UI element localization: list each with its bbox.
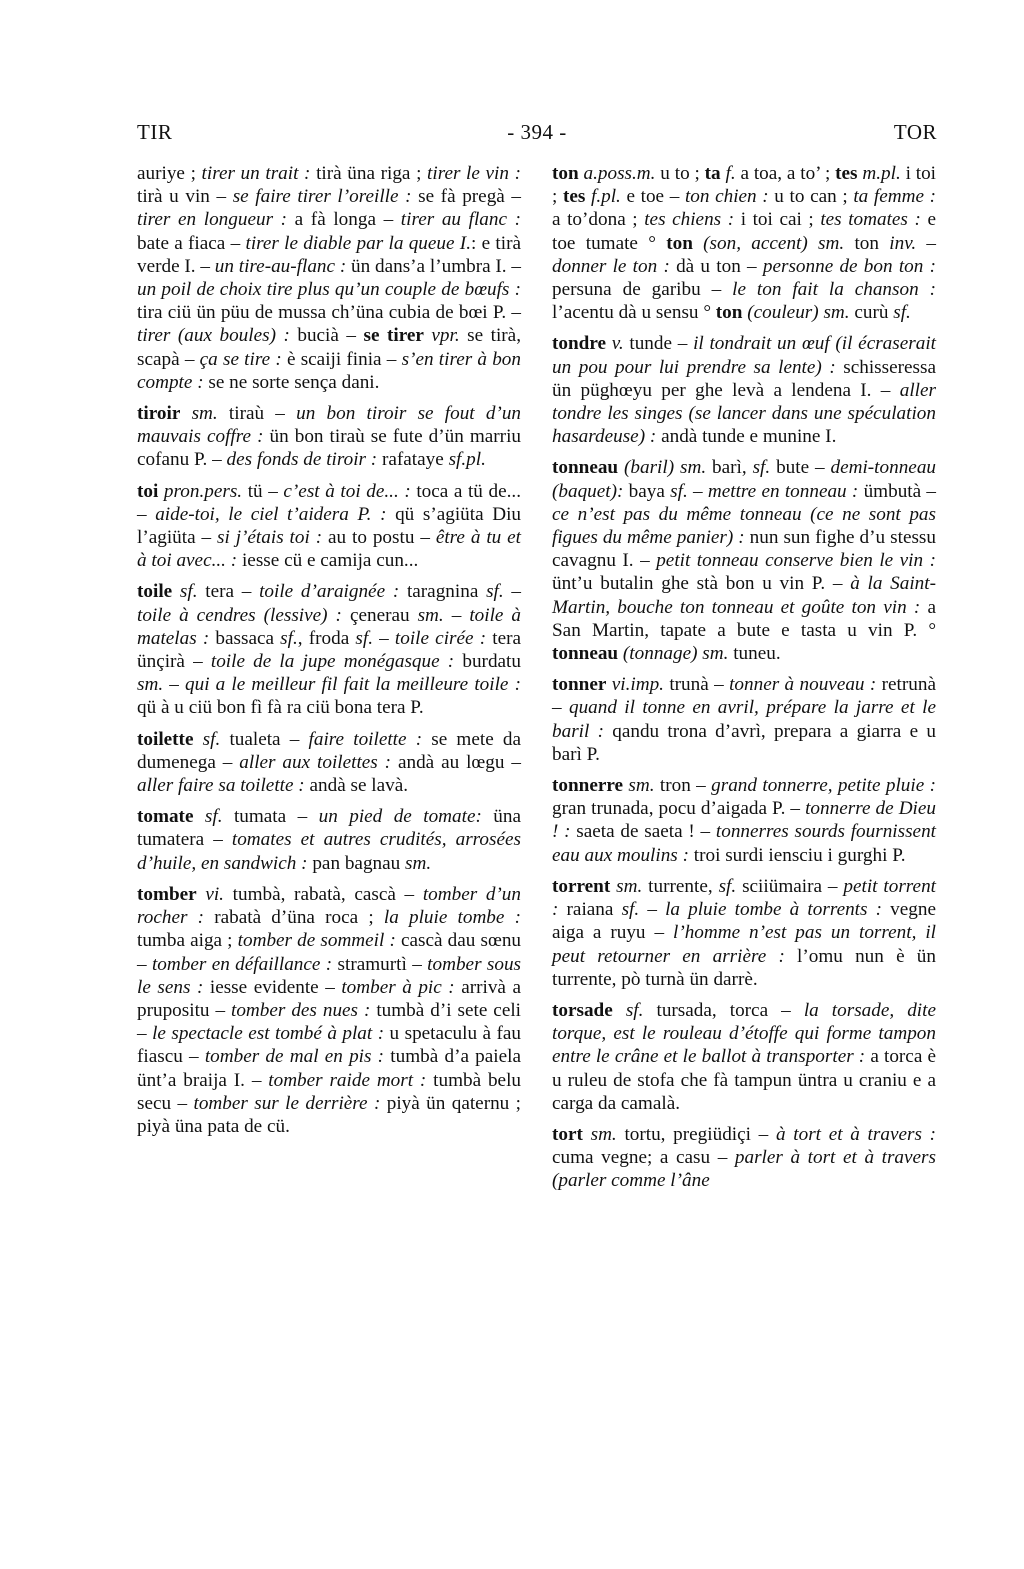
italic-text: tonnerre de Dieu ! : (552, 798, 936, 843)
italic-text: qui a le meilleur fil fait la meilleure toile : (185, 674, 521, 696)
headword: tes (562, 186, 586, 208)
entry-text: – (163, 674, 186, 696)
entry-text: qü à u ciü bon fì fà ra ciü bona tera P. (137, 697, 424, 719)
entry-text: bute – (770, 457, 831, 479)
italic-text: grand tonnerre, petite pluie : (711, 775, 936, 797)
italic-text: mettre en tonneau : (707, 480, 859, 502)
italic-text: tirer le diable par la queue I. (245, 232, 471, 254)
entry-text: se fà pregà – (411, 186, 521, 208)
italic-text: tirer le vin : (427, 163, 521, 184)
running-header (137, 120, 937, 150)
italic-text: aller faire sa toilette : (137, 775, 305, 797)
entry-text: tumbà d’i sete celi – (137, 999, 521, 1045)
entry-text: andà se lavà. (304, 775, 409, 797)
italic-text: sf. (486, 581, 504, 603)
entry-text: u spetaculu à fau fiascu – (137, 1023, 521, 1068)
headword: toi (137, 480, 159, 502)
italic-text: aller tondre les singes (se lancer dans une spéculation hasardeuse) : (552, 379, 936, 448)
entry-text: andà au lœgu – (391, 751, 521, 773)
entry-text: rafataye (377, 449, 449, 471)
page-number: - 394 - (507, 120, 567, 144)
italic-text: aller aux toilettes : (239, 751, 392, 773)
entry-text: taragnina (399, 581, 487, 603)
headword: tonner (552, 674, 607, 696)
dictionary-entry-ton (552, 162, 936, 324)
entry-text: l’acentu dà u sensu ° (552, 302, 716, 324)
italic-text: tomber d’un rocher : (137, 883, 521, 929)
italic-text: des fonds de tiroir : (226, 449, 378, 471)
italic-text: donner le ton : (552, 255, 670, 277)
italic-text: ta femme : (853, 186, 936, 208)
entry-text: retrunà – (552, 674, 936, 719)
dictionary-entry-torrent (552, 875, 936, 991)
entry-text: tumata – (222, 806, 319, 828)
italic-text: tirer en longueur : (137, 209, 288, 231)
entry-text (172, 581, 180, 602)
italic-text: toile de la jupe monégasque : (210, 651, 455, 673)
dictionary-entry-tonneau (552, 456, 936, 665)
entry-text: e toe – (620, 186, 685, 208)
dictionary-entry-toile (137, 580, 521, 719)
entry-text: qandu trona d’avrì, prepara a giarra e u barì P. (552, 720, 936, 765)
dictionary-entry-tonner (552, 673, 936, 766)
entry-text: se ne sorte sença dani. (203, 371, 380, 393)
entry-text (583, 1124, 591, 1145)
entry-text: – (639, 899, 666, 921)
dictionary-entry-tort (552, 1123, 936, 1193)
entry-text: bassaca (209, 627, 281, 649)
entry-text: üna tumatera – (137, 806, 521, 851)
entry-text: tualeta – (220, 728, 309, 750)
entry-text: cascà dau sœnu – (137, 930, 522, 975)
entry-text: u to ; (655, 163, 705, 184)
italic-text: toile à cendres (lessive) : (137, 604, 342, 626)
left-column (137, 162, 521, 1146)
headword: torsade (552, 999, 613, 1021)
italic-text: le spectacle est tombé à plat : (152, 1023, 385, 1045)
entry-text: tumba aiga ; (137, 930, 238, 952)
italic-text: le ton fait la chanson : (732, 279, 936, 301)
entry-text: bate a fiaca – (137, 232, 246, 254)
entry-text: ümbutà – (858, 480, 936, 502)
italic-text: sm. (590, 1123, 617, 1145)
entry-text (193, 806, 204, 827)
italic-text: petit tonneau conserve bien le vin : (656, 550, 936, 572)
right-column (552, 162, 936, 1201)
header-first-word: TIR (137, 120, 173, 144)
entry-text (693, 233, 703, 254)
entry-text: baya (623, 480, 671, 502)
entry-text: burdatu (454, 651, 521, 673)
entry-text: persuna de garibu – (552, 279, 733, 301)
entry-text: pan bagnau (307, 852, 406, 874)
italic-text: tes tomates : (820, 209, 921, 231)
italic-text: f.pl. (590, 186, 621, 208)
entry-text: ün dans’a l’umbra I. – (346, 255, 521, 277)
italic-text: inv. (889, 232, 917, 254)
headword: tes (835, 163, 858, 184)
italic-text: tes chiens : (644, 209, 735, 231)
italic-text: être à tu et à toi avec... : (137, 527, 521, 572)
entry-text: ünt’u butalin ghe stà bon u vin P. – (552, 573, 851, 595)
entry-text: ton (844, 232, 890, 254)
entry-text: – (916, 232, 937, 254)
italic-text: la pluie tombe : (383, 907, 521, 929)
entry-text: e toe tumate ° (552, 209, 936, 254)
entry-text: tü – (242, 480, 284, 502)
entry-text: iesse cü e camija cun... (237, 550, 419, 572)
headword: tonnerre (552, 775, 624, 797)
italic-text: sm. (191, 403, 218, 425)
entry-text: tron – (654, 775, 712, 797)
headword: toilette (137, 728, 194, 750)
italic-text: tomber sous le sens : (137, 953, 522, 998)
italic-text: à tort et à travers : (775, 1123, 937, 1145)
entry-text: piyà ün qaternu ; piyà üna pata de cü. (137, 1092, 522, 1137)
entry-text: sciiümaira – (736, 875, 844, 897)
italic-text: pron.pers. (163, 480, 243, 502)
italic-text: sf. (621, 899, 640, 921)
entry-text: tortu, pregiüdiçi – (616, 1123, 776, 1145)
italic-text: vi. (205, 883, 224, 905)
headword: toile (137, 581, 173, 603)
italic-text: sf. (179, 581, 198, 603)
entry-text: trunà – (663, 674, 730, 696)
italic-text: tonnerres sourds fournissent eau aux moulins : (552, 821, 936, 866)
entry-text: saeta de saeta ! – (570, 821, 716, 843)
headword: ton (552, 163, 579, 184)
italic-text: si j’étais toi : (217, 527, 323, 549)
entry-text: rabatà d’üna roca ; (204, 907, 384, 929)
italic-text: petit torrent : (552, 875, 937, 921)
entry-text: – (687, 480, 708, 502)
entry-text (180, 403, 191, 424)
entry-text: toca a tü de... – (137, 480, 521, 525)
headword: ton (666, 232, 693, 254)
italic-text: sf. (670, 480, 688, 502)
dictionary-entry-tomate (137, 805, 521, 875)
entry-text: schisseressa ün püghœyu per ghe levà a lendena I. – (552, 356, 936, 401)
header-last-word: TOR (893, 120, 937, 144)
entry-text: tumbà belu secu – (137, 1069, 521, 1114)
italic-text: tomber des nues : (231, 999, 371, 1021)
italic-text: aide-toi, le ciel t’aidera P. : (155, 503, 387, 525)
italic-text: sf. (625, 999, 644, 1021)
italic-text: à la Saint-Martin, bouche ton tonneau et goûte ton vin : (552, 573, 936, 618)
italic-text: tomber sur le derrière : (193, 1092, 381, 1114)
italic-text: faire toilette : (308, 728, 423, 750)
entry-text: tumbà d’a paiela ünt’a braija I. – (137, 1046, 521, 1091)
italic-text: un bon tiroir se fout d’un mauvais coffre : (137, 403, 522, 448)
italic-text: m.pl. (862, 163, 901, 184)
entry-text: i toi cai ; (734, 209, 821, 231)
italic-text: tirer un trait : (201, 163, 311, 184)
entry-text: gran trunada, pocu d’aigada P. – (552, 798, 806, 820)
headword: torrent (552, 875, 611, 897)
entry-text: : e tirà verde I. – (137, 232, 521, 277)
italic-text: toile d’araignée : (259, 581, 400, 603)
entry-text: turrente, (642, 875, 719, 897)
italic-text: quand il tonne en avril, prépare la jarre et le baril : (552, 697, 936, 742)
entry-text: tunde – (623, 333, 694, 355)
italic-text: sm. (137, 674, 164, 696)
italic-text: tirer au flanc : (400, 209, 521, 231)
italic-text: vpr. (431, 325, 460, 347)
italic-text: sm. (417, 604, 444, 626)
entry-text: a torca è u ruleu de stofa che fà tampun üntra u craniu e a carga da camalà. (552, 1046, 936, 1114)
headword: tiroir (137, 403, 181, 425)
italic-text: parler à tort et à travers (parler comme l’âne (552, 1147, 936, 1192)
dictionary-entry-tirer-cont (137, 162, 521, 394)
entry-text: tirà u vin – (137, 186, 233, 208)
entry-text: stramurtì – (332, 953, 428, 975)
italic-text: tomber à pic : (341, 976, 455, 998)
entry-text: tirà üna riga ; (310, 163, 428, 184)
entry-text: qü s’agiüta Diu l’agiüta – (137, 503, 521, 549)
italic-text: la torsade, dite torque, est le rouleau d’étoffe qui forme tampon entre le crâne et le ballot à transporter : (552, 999, 936, 1068)
italic-text: ce n’est pas du même tonneau (ce ne sont pas figues du même panier) : (552, 503, 936, 549)
italic-text: tomber de sommeil : (237, 930, 396, 952)
italic-text: tirer (aux boules) : (137, 325, 290, 347)
italic-text: sm. (628, 775, 655, 797)
italic-text: (tonnage) sm. (622, 643, 729, 665)
italic-text: sf. (355, 627, 373, 649)
italic-text: sm. (616, 875, 643, 897)
italic-text: a.poss.m. (583, 163, 656, 184)
entry-text: a toa, a to’ ; (735, 163, 836, 184)
dictionary-entry-toilette (137, 728, 521, 798)
dictionary-entry-tonnerre (552, 774, 936, 867)
headword: se tirer (363, 325, 424, 347)
italic-text: v. (611, 333, 624, 355)
italic-text: tonner à nouveau : (729, 674, 877, 696)
entry-text: , froda (297, 627, 356, 649)
italic-text: la pluie tombe à torrents : (665, 899, 883, 921)
dictionary-entry-toi (137, 480, 521, 573)
dictionary-entry-tiroir (137, 402, 521, 472)
italic-text: sf. (718, 875, 737, 897)
entry-text: vegne aiga a ruyu – (552, 899, 936, 944)
entry-text: raiana (558, 899, 622, 921)
entry-text: andà tunde e munine I. (656, 426, 837, 448)
italic-text: personne de bon ton : (762, 255, 936, 277)
entry-text: tiraù – (217, 403, 297, 425)
entry-text: tera ünçirà – (137, 627, 522, 673)
italic-text: l’homme n’est pas un torrent, il peut retourner en arrière : (552, 922, 936, 967)
italic-text: un poil de choix tire plus qu’un couple de bœufs : (137, 279, 521, 301)
entry-text: tira ciü ün püu de mussa ch’üna cubia de bœi P. – (137, 302, 521, 324)
headword: ton (715, 302, 743, 324)
entry-text: a San Martin, tapate a bute e tasta u vin P. ° (552, 596, 936, 641)
dictionary-entry-torsade (552, 999, 936, 1115)
italic-text: f. (725, 163, 736, 184)
entry-text: se mete da dumenega – (137, 728, 522, 773)
italic-text: vi.imp. (611, 674, 664, 696)
entry-text: – (373, 627, 395, 649)
entry-text: a to’dona ; (552, 209, 645, 231)
entry-text: barì, (706, 457, 753, 479)
entry-text: tumbà, rabatà, cascà – (223, 883, 423, 905)
italic-text: un tire-au-flanc : (214, 255, 347, 277)
italic-text: s’en tirer à bon compte : (137, 348, 521, 393)
entry-text: l’omu nun è ün turrente, pò turnà ün darrè. (552, 945, 936, 990)
entry-text (613, 1000, 626, 1021)
entry-text: – (443, 604, 470, 626)
headword: ta (704, 163, 721, 184)
entry-text: arrivà a prupositu – (137, 976, 521, 1021)
italic-text: sf. (202, 728, 221, 750)
headword: tonneau (552, 457, 619, 479)
italic-text: demi-tonneau (baquet): (552, 457, 937, 502)
italic-text: un pied de tomate: (318, 806, 482, 828)
entry-text: a fà longa – (287, 209, 401, 231)
italic-text: (baril) sm. (624, 457, 707, 479)
headword: tomate (137, 806, 194, 828)
italic-text: toile à matelas : (137, 604, 522, 649)
italic-text: (son, accent) sm. (703, 232, 845, 254)
headword: tomber (137, 883, 197, 905)
italic-text: sf. (280, 627, 298, 649)
italic-text: sf. (752, 457, 771, 479)
dictionary-entry-tondre (552, 332, 936, 448)
dictionary-entry-tomber (137, 883, 521, 1138)
entry-text: dà u ton – (669, 255, 763, 277)
italic-text: toile cirée : (394, 627, 487, 649)
entry-text: – (503, 581, 521, 603)
italic-text: ça se tire : (199, 348, 282, 370)
italic-text: tomates et autres crudités, arrosées d’huile, en sandwich : (137, 829, 521, 874)
entry-text: ün bon tiraù se fute d’ün marriu cofanu P. – (137, 426, 521, 471)
entry-text: u to can ; (768, 186, 854, 208)
entry-text: bucià – (289, 325, 364, 347)
entry-text: i toi ; (552, 163, 937, 208)
italic-text: ton chien : (684, 186, 769, 208)
italic-text: il tondrait un œuf (il écraserait un pou pour lui prendre sa lente) : (552, 333, 936, 378)
entry-text: curù (849, 302, 894, 324)
headword: tonneau (552, 643, 619, 665)
italic-text: sf.pl. (448, 449, 486, 471)
italic-text: sf. (893, 302, 911, 324)
entry-text: au to postu – (322, 527, 436, 549)
italic-text: (couleur) sm. (747, 302, 850, 324)
entry-text: nun sun fighe d’u stessu cavagnu I. – (552, 527, 936, 572)
headword: tort (552, 1123, 583, 1145)
italic-text: c’est à toi de... : (283, 480, 411, 502)
entry-text: cuma vegne; a casu – (552, 1147, 735, 1169)
entry-text: çenerau (341, 604, 418, 626)
entry-text: se tirà, scapà – (137, 325, 521, 370)
headword: tondre (552, 333, 607, 355)
entry-text: tursada, torca – (643, 999, 804, 1021)
entry-text: è scaiji finia – (281, 348, 402, 370)
italic-text: sf. (204, 806, 223, 828)
entry-text (193, 729, 202, 750)
entry-text: tera – (197, 581, 260, 603)
entry-text: tuneu. (728, 643, 781, 665)
italic-text: tomber en défaillance : (151, 953, 333, 975)
italic-text: sm. (405, 852, 432, 874)
italic-text: se faire tirer l’oreille : (232, 186, 412, 208)
entry-text: auriye ; (137, 163, 202, 184)
entry-text: iesse evidente – (203, 976, 342, 998)
italic-text: tomber raide mort : (268, 1069, 427, 1091)
entry-text: troi surdi iensciu i gurghi P. (688, 844, 906, 866)
italic-text: tomber de mal en pis : (204, 1046, 385, 1068)
